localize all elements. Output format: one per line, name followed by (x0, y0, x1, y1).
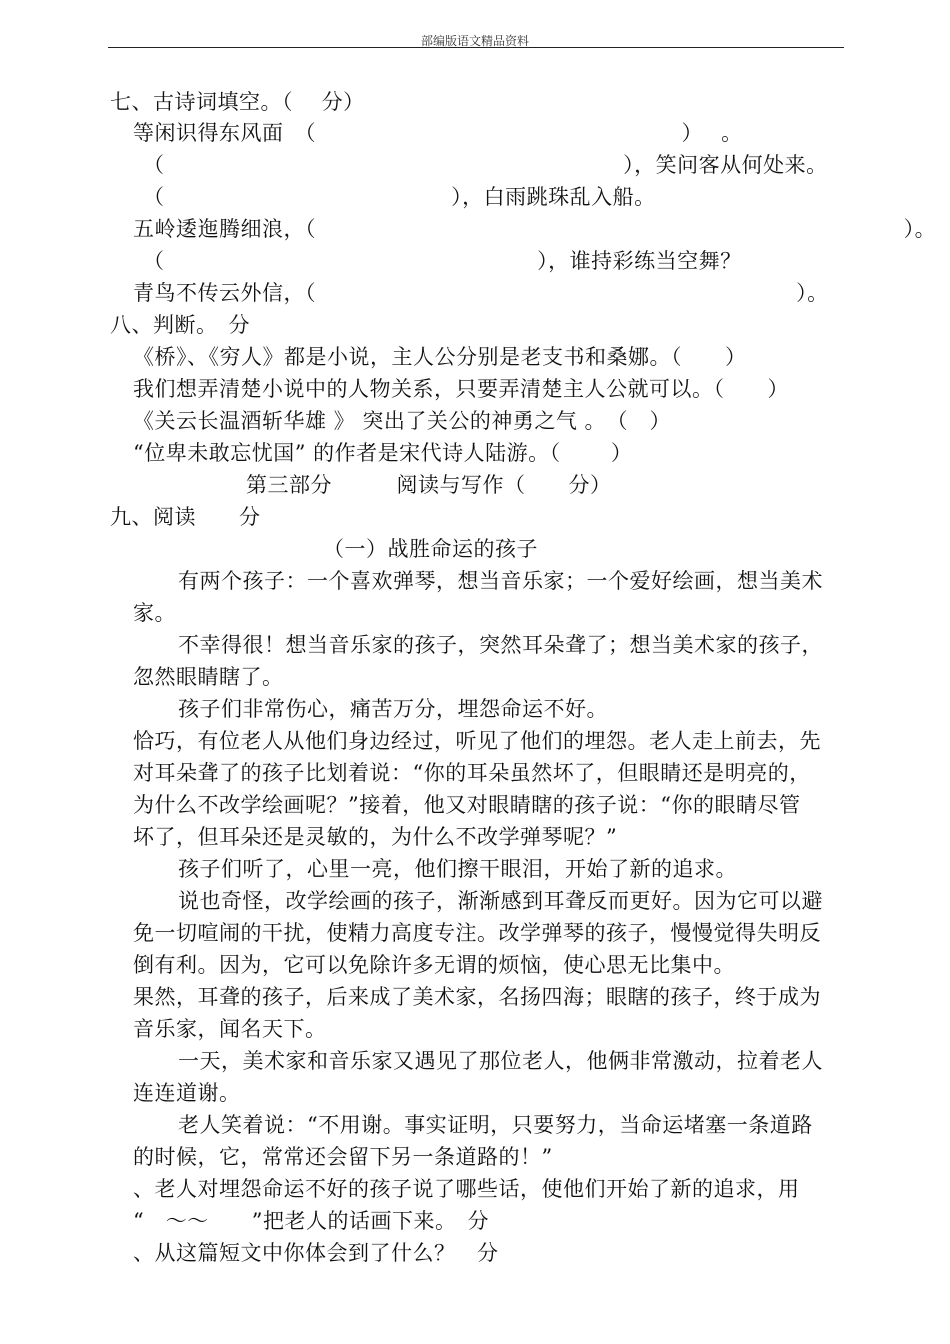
paragraph-line: 孩子们非常伤心，痛苦万分，埋怨命运不好。 (178, 697, 608, 721)
poem-fill-line: （ ），谁持彩练当空舞？ (143, 249, 742, 273)
judgment-item: 《桥》、《穷人》都是小说，主人公分别是老支书和桑娜。（ ） (133, 345, 747, 369)
question-line: 、老人对埋怨命运不好的孩子说了哪些话，使他们开始了新的追求，用 (133, 1177, 800, 1201)
judgment-item: “位卑未敢忘忧国” 的作者是宋代诗人陆游。（ ） (133, 441, 633, 465)
paragraph-line: 家。 (133, 601, 176, 625)
poem-fill-line: 青鸟不传云外信，（ ）。 (133, 281, 829, 305)
paragraph-line: 说也奇怪，改学绘画的孩子，渐渐感到耳聋反而更好。因为它可以避 (178, 889, 823, 913)
paragraph-line: 不幸得很！想当音乐家的孩子，突然耳朵聋了；想当美术家的孩子， (178, 633, 823, 657)
poem-fill-line: （ ），白雨跳珠乱入船。 (143, 185, 656, 209)
paragraph-line: 倒有利。因为，它可以免除许多无谓的烦恼，使心思无比集中。 (133, 953, 735, 977)
poem-fill-line: （ ），笑问客从何处来。 (143, 153, 828, 177)
paragraph-line: 对耳朵聋了的孩子比划着说：“你的耳朵虽然坏了，但眼睛还是明亮的， (133, 761, 811, 785)
judgment-item: 《关云长温酒斩华雄 》 突出了关公的神勇之气 。 （ ） (133, 409, 672, 433)
paragraph-line: 忽然眼睛瞎了。 (133, 665, 284, 689)
question-line: “ ～～ ”把老人的话画下来。 分 (133, 1209, 489, 1233)
paragraph-line: 坏了，但耳朵还是灵敏的，为什么不改学弹琴呢？” (133, 825, 618, 849)
poem-fill-line: 等闲识得东风面 （ ） 。 (133, 121, 743, 145)
paragraph-line: 为什么不改学绘画呢？”接着，他又对眼睛瞎的孩子说：“你的眼睛尽管 (133, 793, 801, 817)
question-line: 、从这篇短文中你体会到了什么？ 分 (133, 1241, 499, 1265)
paragraph-line: 老人笑着说：“不用谢。事实证明，只要努力，当命运堵塞一条道路 (178, 1113, 813, 1137)
section-8-title: 八、判断。 分 (110, 313, 250, 337)
header-rule (108, 47, 844, 48)
paragraph-line: 一天，美术家和音乐家又遇见了那位老人，他俩非常激动，拉着老人 (178, 1049, 823, 1073)
judgment-item: 我们想弄清楚小说中的人物关系，只要弄清楚主人公就可以。（ ） (133, 377, 789, 401)
section-9-title: 九、阅读 分 (110, 505, 261, 529)
part-3-title: 第三部分 阅读与写作（ 分） (246, 473, 612, 497)
paragraph-line: 连连道谢。 (133, 1081, 241, 1105)
paragraph-line: 果然，耳聋的孩子，后来成了美术家，名扬四海；眼瞎的孩子，终于成为 (133, 985, 821, 1009)
paragraph-line: 音乐家，闻名天下。 (133, 1017, 327, 1041)
poem-fill-line: 五岭逶迤腾细浪，（ ）。 (133, 217, 937, 241)
paragraph-line: 有两个孩子：一个喜欢弹琴，想当音乐家；一个爱好绘画，想当美术 (178, 569, 823, 593)
paragraph-line: 孩子们听了，心里一亮，他们擦干眼泪，开始了新的追求。 (178, 857, 737, 881)
page-header: 部编版语文精品资料 (420, 34, 529, 48)
paragraph-line: 恰巧，有位老人从他们身边经过，听见了他们的埋怨。老人走上前去，先 (133, 729, 821, 753)
paragraph-line: 免一切喧闹的干扰，使精力高度专注。改学弹琴的孩子，慢慢觉得失明反 (133, 921, 821, 945)
section-7-title: 七、古诗词填空。（ 分） (110, 90, 365, 114)
reading-title: （一）战胜命运的孩子 (323, 537, 538, 561)
paragraph-line: 的时候，它，常常还会留下另一条道路的！” (133, 1145, 553, 1169)
